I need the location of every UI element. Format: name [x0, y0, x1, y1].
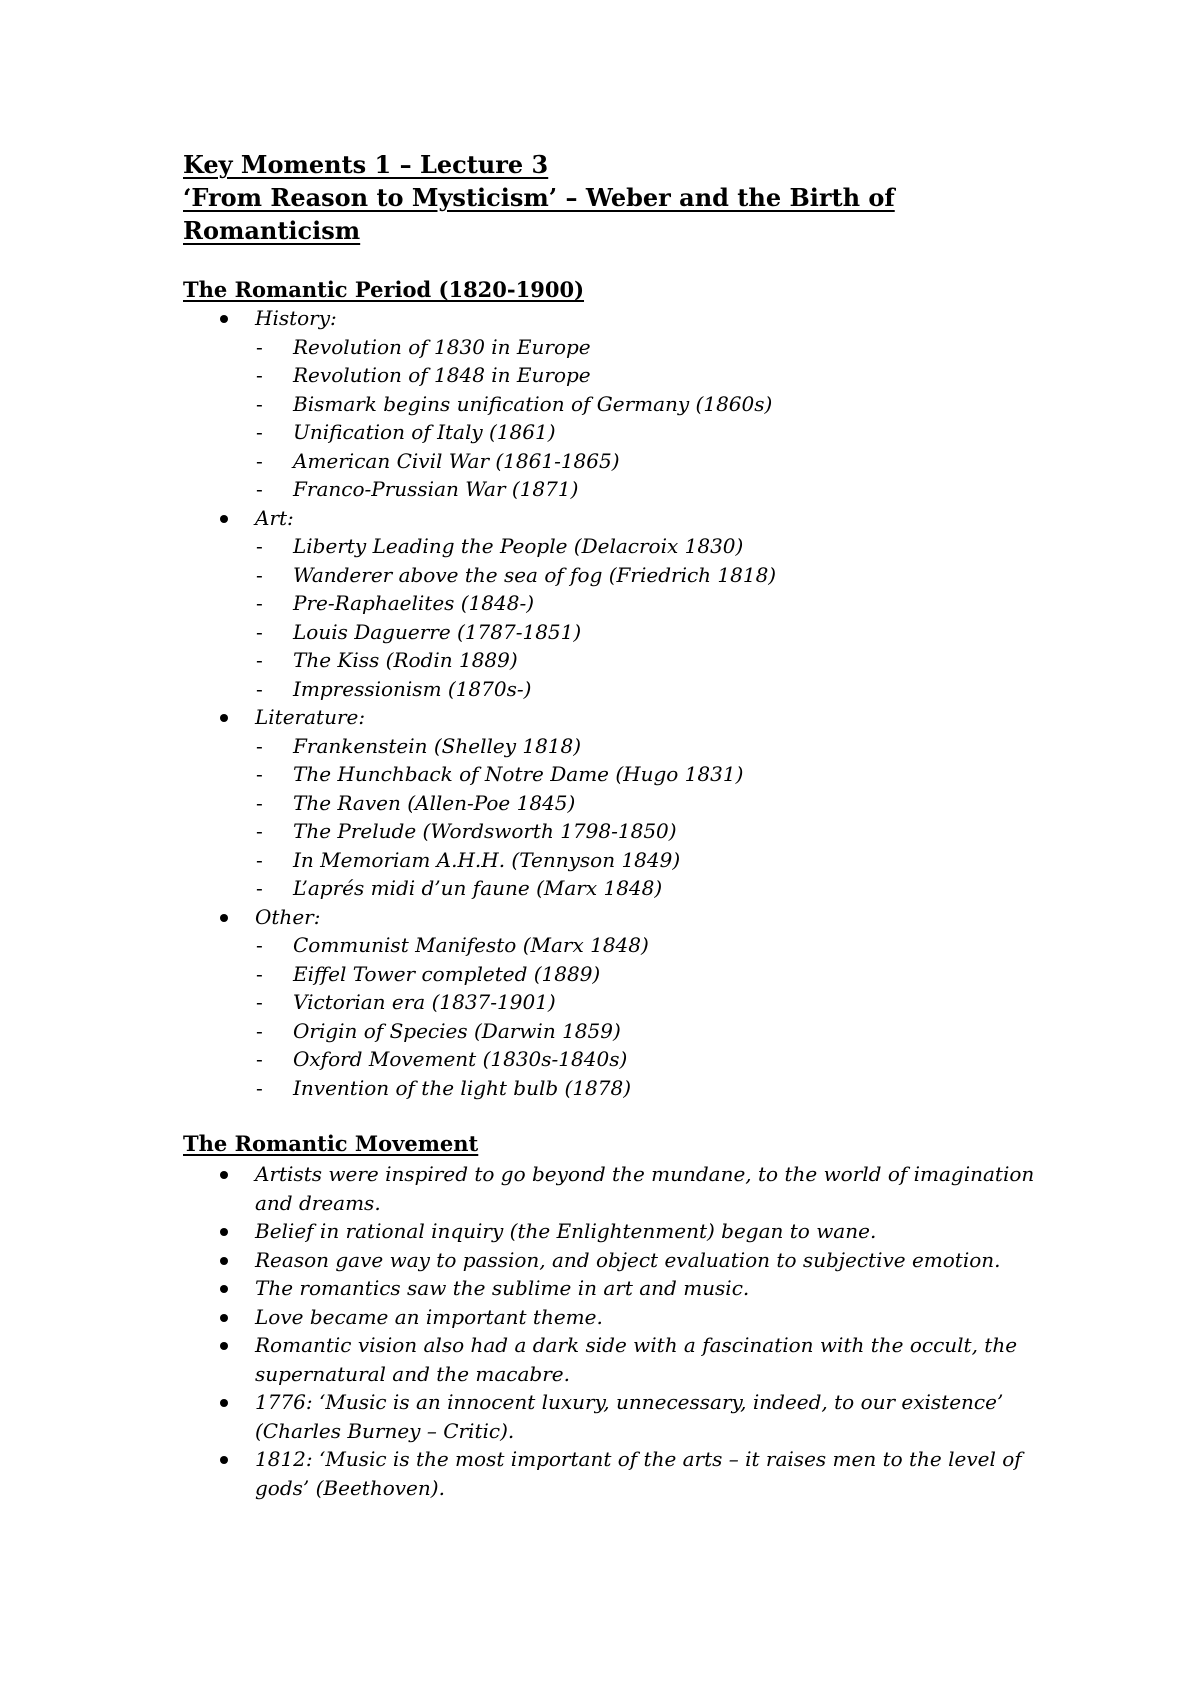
dash-marker: - [256, 562, 263, 587]
period-group-label [183, 703, 1063, 732]
list-item [183, 418, 1063, 447]
dash-marker: - [256, 591, 263, 615]
dash-marker: - [256, 990, 263, 1014]
dash-marker: - [256, 933, 263, 957]
bullet-icon [220, 1456, 228, 1464]
list-item [183, 1274, 1063, 1303]
list-item-text: Origin of Species (Darwin 1859) [293, 1018, 621, 1043]
dash-marker: - [256, 961, 263, 986]
dash-marker: - [256, 648, 263, 672]
bullet-icon [220, 1171, 228, 1179]
list-item [183, 675, 1063, 704]
list-item-text: Revolution of 1830 in Europe [293, 334, 591, 359]
list-item-text: 1776: ‘Music is an innocent luxury, unnecessary, indeed, to our existence’ (Charles Burney – Critic). [255, 1390, 1004, 1443]
romantic-period-list [183, 304, 1063, 1102]
bullet-icon [220, 1285, 228, 1293]
romantic-movement-list [183, 1160, 1063, 1502]
title-line-2: ‘From Reason to Mysticism’ – Weber and the Birth of [183, 183, 895, 212]
list-item [183, 1074, 1063, 1103]
list-item [183, 1388, 1063, 1445]
list-item [183, 1445, 1063, 1502]
period-group-label [183, 504, 1063, 533]
list-item [183, 589, 1063, 618]
list-item [183, 475, 1063, 504]
dash-marker: - [256, 448, 263, 473]
title-line-3: Romanticism [183, 216, 361, 245]
list-item-text: Liberty Leading the People (Delacroix 1830) [293, 534, 744, 558]
list-item [183, 1331, 1063, 1388]
list-item-text: Revolution of 1848 in Europe [293, 363, 591, 387]
bullet-icon [220, 315, 228, 323]
romantic-period-heading: The Romantic Period (1820-1900) [183, 277, 585, 302]
list-item-text: Bismark begins unification of Germany (1860s) [293, 391, 773, 416]
list-item-text: The Raven (Allen-Poe 1845) [293, 790, 576, 815]
list-item [183, 1045, 1063, 1074]
list-item-text: Impressionism (1870s-) [293, 676, 532, 701]
bullet-icon [220, 914, 228, 922]
list-item [183, 931, 1063, 960]
list-item [183, 618, 1063, 647]
list-item-text: Love became an important theme. [255, 1304, 603, 1329]
list-item [183, 447, 1063, 476]
list-item-text: 1812: ‘Music is the most important of the arts – it raises men to the level of gods’ (Beethoven). [255, 1447, 1022, 1500]
list-item-text: The romantics saw the sublime in art and music. [255, 1276, 750, 1300]
list-item-text: Franco-Prussian War (1871) [293, 477, 579, 501]
dash-marker: - [256, 477, 263, 501]
list-item [183, 732, 1063, 761]
list-item [183, 789, 1063, 818]
list-item [183, 1217, 1063, 1246]
dash-marker: - [256, 1047, 263, 1071]
list-item-text: The Kiss (Rodin 1889) [293, 648, 518, 672]
list-item [183, 1303, 1063, 1332]
dash-marker: - [256, 876, 263, 900]
list-item [183, 390, 1063, 419]
list-item-text: Frankenstein (Shelley 1818) [293, 733, 582, 758]
dash-marker: - [256, 1018, 263, 1043]
bullet-icon [220, 1342, 228, 1350]
list-item [183, 874, 1063, 903]
group-label-text: Other: [255, 904, 321, 929]
bullet-icon [220, 1228, 228, 1236]
list-item [183, 333, 1063, 362]
bullet-icon [220, 515, 228, 523]
list-item [183, 988, 1063, 1017]
list-item-text: The Hunchback of Notre Dame (Hugo 1831) [293, 762, 744, 786]
list-item-text: The Prelude (Wordsworth 1798-1850) [293, 819, 677, 843]
list-item-text: Unification of Italy (1861) [293, 420, 556, 444]
list-item-text: Romantic vision also had a dark side with a fascination with the occult, the supernatural and the macabre. [255, 1333, 1018, 1386]
title-line-1: Key Moments 1 – Lecture 3 [183, 150, 549, 179]
list-item [183, 1160, 1063, 1217]
list-item-text: Eiffel Tower completed (1889) [293, 961, 601, 986]
dash-marker: - [256, 733, 263, 758]
bullet-icon [220, 1257, 228, 1265]
document-title [183, 148, 983, 247]
bullet-icon [220, 1314, 228, 1322]
bullet-icon [220, 714, 228, 722]
bullet-icon [220, 1399, 228, 1407]
list-item-text: Wanderer above the sea of fog (Friedrich 1818) [293, 562, 777, 587]
romantic-movement-heading: The Romantic Movement [183, 1131, 479, 1156]
list-item-text: Communist Manifesto (Marx 1848) [293, 933, 649, 957]
list-item-text: L’aprés midi d’un faune (Marx 1848) [293, 876, 663, 900]
dash-marker: - [256, 1075, 263, 1100]
list-item [183, 846, 1063, 875]
list-item-text: Pre-Raphaelites (1848-) [293, 591, 535, 615]
list-item-text: In Memoriam A.H.H. (Tennyson 1849) [293, 847, 681, 872]
dash-marker: - [256, 363, 263, 387]
list-item [183, 646, 1063, 675]
dash-marker: - [256, 762, 263, 786]
dash-marker: - [256, 534, 263, 558]
dash-marker: - [256, 420, 263, 444]
group-label-text: History: [255, 306, 337, 330]
dash-marker: - [256, 790, 263, 815]
list-item [183, 561, 1063, 590]
list-item-text: Victorian era (1837-1901) [293, 990, 556, 1014]
list-item [183, 361, 1063, 390]
list-item-text: Invention of the light bulb (1878) [293, 1075, 632, 1100]
list-item [183, 960, 1063, 989]
dash-marker: - [256, 819, 263, 843]
list-item [183, 817, 1063, 846]
list-item [183, 760, 1063, 789]
group-label-text: Literature: [255, 705, 366, 729]
dash-marker: - [256, 676, 263, 701]
list-item [183, 1246, 1063, 1275]
list-item-text: Louis Daguerre (1787-1851) [293, 619, 582, 644]
dash-marker: - [256, 619, 263, 644]
dash-marker: - [256, 391, 263, 416]
list-item [183, 532, 1063, 561]
list-item-text: Belief in rational inquiry (the Enlightenment) began to wane. [255, 1219, 877, 1243]
dash-marker: - [256, 847, 263, 872]
list-item-text: Oxford Movement (1830s-1840s) [293, 1047, 628, 1071]
period-group-label [183, 903, 1063, 932]
list-item-text: American Civil War (1861-1865) [293, 448, 620, 473]
dash-marker: - [256, 334, 263, 359]
list-item-text: Artists were inspired to go beyond the mundane, to the world of imagination and dreams. [255, 1162, 1035, 1215]
period-group-label [183, 304, 1063, 333]
list-item-text: Reason gave way to passion, and object evaluation to subjective emotion. [255, 1247, 1001, 1272]
group-label-text: Art: [255, 505, 294, 530]
list-item [183, 1017, 1063, 1046]
